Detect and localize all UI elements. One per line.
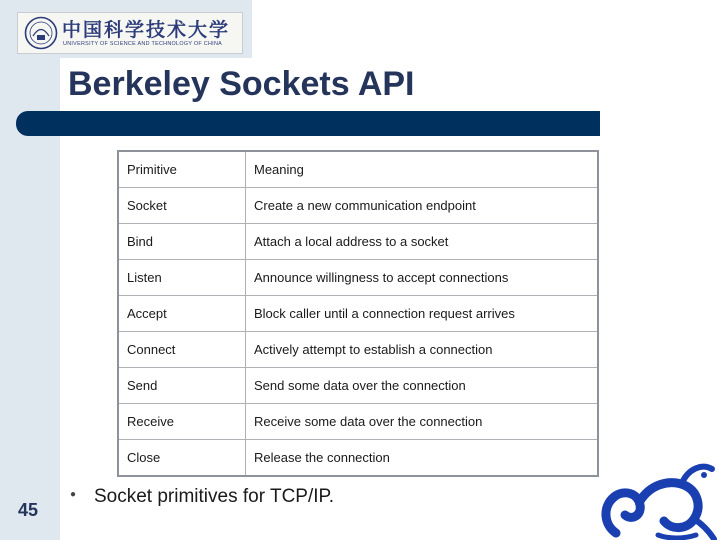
header-cell-primitive: Primitive bbox=[118, 151, 246, 188]
meaning-cell: Block caller until a connection request arrives bbox=[246, 296, 599, 332]
table-row bbox=[118, 188, 598, 224]
primitive-cell: Listen bbox=[118, 260, 246, 296]
table-row bbox=[118, 440, 598, 477]
header-cell-meaning: Meaning bbox=[254, 162, 304, 177]
slide-title: Berkeley Sockets API bbox=[68, 65, 415, 103]
university-logo bbox=[17, 12, 243, 54]
title-underline-bar bbox=[16, 111, 600, 136]
table-row bbox=[118, 332, 598, 368]
left-decorative-strip bbox=[0, 0, 60, 540]
primitive-cell: Socket bbox=[118, 188, 246, 224]
university-name-english: UNIVERSITY OF SCIENCE AND TECHNOLOGY OF CHINA bbox=[63, 41, 223, 47]
meaning-cell: Announce willingness to accept connections bbox=[246, 260, 599, 296]
page-number: 45 bbox=[18, 500, 39, 520]
bullet-dot-icon: ● bbox=[70, 489, 77, 500]
primitive-cell: Receive bbox=[118, 404, 246, 440]
meaning-cell: Receive some data over the connection bbox=[246, 404, 599, 440]
table-row bbox=[118, 404, 598, 440]
meaning-cell: Release the connection bbox=[246, 440, 599, 477]
primitive-cell: Accept bbox=[118, 296, 246, 332]
university-seal-icon bbox=[24, 16, 58, 50]
university-name-chinese: 中国科学技术大学 bbox=[62, 19, 231, 41]
table-header-row bbox=[118, 151, 598, 188]
table-row bbox=[118, 368, 598, 404]
meaning-cell: Actively attempt to establish a connection bbox=[246, 332, 599, 368]
meaning-cell: Attach a local address to a socket bbox=[246, 224, 599, 260]
bullet-caption: Socket primitives for TCP/IP. bbox=[94, 486, 335, 507]
primitive-cell: Close bbox=[118, 440, 246, 477]
table-row bbox=[118, 260, 598, 296]
table-row bbox=[118, 296, 598, 332]
primitive-cell: Bind bbox=[118, 224, 246, 260]
meaning-cell: Create a new communication endpoint bbox=[246, 188, 599, 224]
dragon-emblem-icon bbox=[598, 455, 718, 540]
primitives-table bbox=[117, 150, 599, 477]
meaning-cell: Send some data over the connection bbox=[246, 368, 599, 404]
primitive-cell: Connect bbox=[118, 332, 246, 368]
table-row bbox=[118, 224, 598, 260]
primitive-cell: Send bbox=[118, 368, 246, 404]
